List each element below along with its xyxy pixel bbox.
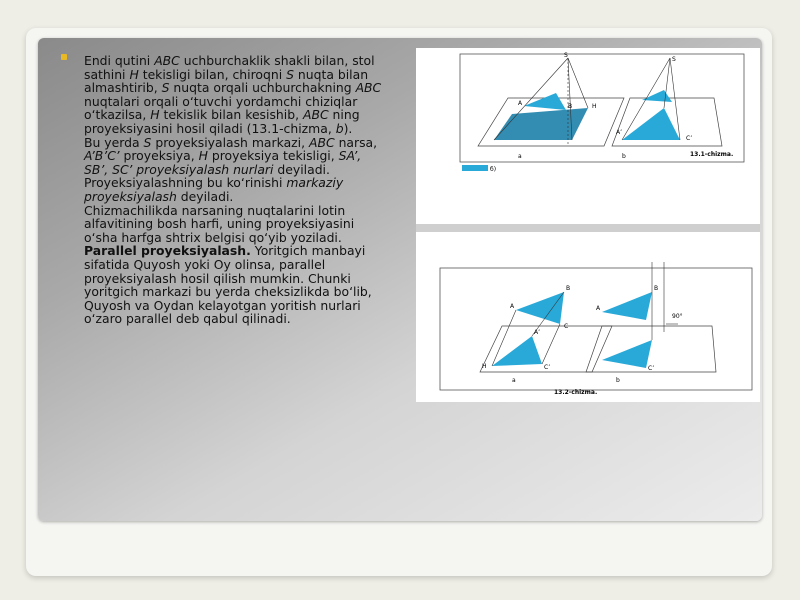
point-b-left-2: B xyxy=(566,285,571,292)
paragraph-3 xyxy=(84,204,384,245)
text-run: ABC xyxy=(302,107,329,123)
bullet-marker xyxy=(61,54,67,60)
text-run: deyiladi. Proyeksiyalashning bu ko‘rinishi xyxy=(84,161,330,191)
point-b-right-2: B xyxy=(654,285,659,292)
triangle-abc-right xyxy=(642,90,672,102)
text-run: S xyxy=(286,66,294,82)
point-s-left: S xyxy=(564,52,568,59)
text-run: proyeksiya, xyxy=(119,148,199,164)
text-run: uchburchaklik shakli bilan, stol sathini xyxy=(84,53,375,82)
point-a-left-2: A xyxy=(510,303,515,310)
ray-sb-left xyxy=(568,58,588,108)
point-c-left-2: C xyxy=(564,323,569,330)
triangle-abc-left xyxy=(524,93,566,110)
point-c1-right: C’ xyxy=(686,135,693,142)
text-run: S xyxy=(143,134,152,150)
paragraph-1 xyxy=(84,54,384,136)
figure-13-2 xyxy=(416,232,760,402)
figure-13-1 xyxy=(416,48,760,224)
projection-right-2 xyxy=(602,340,652,368)
point-h-left: H xyxy=(592,103,597,110)
paragraph-4 xyxy=(84,244,384,326)
fig1-sub-b: b xyxy=(622,153,626,160)
projection-right xyxy=(622,108,680,140)
point-a1-left-2: A’ xyxy=(534,329,541,336)
text-run: S xyxy=(161,80,170,96)
point-a-right-2: A xyxy=(596,305,601,312)
triangle-abc-right-2 xyxy=(602,292,652,320)
text-run: deyiladi. xyxy=(176,188,234,204)
point-c1-left-2: C’ xyxy=(544,364,551,371)
text-run: nuqta bilan almashtirib, xyxy=(84,66,369,96)
text-run: tekisligi bilan, chiroqni xyxy=(138,66,287,82)
point-a1-right: A’ xyxy=(616,129,623,136)
point-a-left: A xyxy=(518,100,523,107)
text-run: ABC xyxy=(308,134,335,150)
slide-body-text xyxy=(84,54,384,326)
triangle-abc-left-2 xyxy=(516,292,564,324)
text-run: proyeksiya tekisligi, xyxy=(207,148,339,164)
text-run: A’B’C’ xyxy=(84,148,120,164)
text-run: nuqta orqali uchburchakning xyxy=(169,80,356,96)
text-run: narsa, xyxy=(334,134,378,150)
fig1-sub-a: a xyxy=(518,153,522,160)
text-run: proyeksiyalash markazi, xyxy=(151,134,309,150)
text-run: Parallel proyeksiyalash. xyxy=(84,243,251,259)
ray-c-left-2 xyxy=(542,324,560,364)
text-run: Bu yerda xyxy=(84,134,144,150)
fig2-sub-a: a xyxy=(512,377,516,384)
text-run: ABC xyxy=(154,53,180,68)
fig1-caption: 13.1-chizma. xyxy=(690,151,734,158)
projection-left-2 xyxy=(492,336,542,366)
fig2-caption: 13.2-chizma. xyxy=(554,389,598,396)
text-run: H xyxy=(129,66,139,82)
text-run: Endi qutini xyxy=(84,53,155,68)
legend-swatch xyxy=(462,165,488,171)
text-run: Chizmachilikda narsaning nuqtalarini lotin alfavitining bosh harfi, uning proyeksiyasini o‘sha harfga shtrix belgisi qo‘yib yoziladi. xyxy=(84,202,355,245)
text-run: ABC xyxy=(355,80,382,96)
text-run: nuqtalari orqali o‘tuvchi yordamchi chiziqlar o‘tkazilsa, xyxy=(84,93,358,123)
text-run: SA’, SB’, SC’ proyeksiyalash nurlari xyxy=(84,148,362,177)
text-run: H xyxy=(150,107,160,123)
text-run: Yoritgich manbayi sifatida Quyosh yoki Oy olinsa, parallel proyeksiyalash hosil qilish mumkin. Chunki yoritgich markazi bu yerda cheksizlikda bo‘lib, Quyosh va Oydan kelayotgan yoritish nurlari o‘zaro parallel deb qabul qilinadi. xyxy=(84,243,372,327)
text-run: tekislik bilan kesishib, xyxy=(159,107,303,123)
text-run: b xyxy=(335,120,344,136)
text-run: ). xyxy=(343,120,353,136)
text-run: markaziy proyeksiyalash xyxy=(84,175,344,204)
angle-label: 90° xyxy=(672,313,683,320)
point-h-left-2: H xyxy=(482,363,487,370)
legend-label: б) xyxy=(490,166,497,173)
paragraph-2 xyxy=(84,136,384,204)
text-run: ning proyeksiyasini hosil qiladi (13.1-chizma, xyxy=(84,107,360,136)
point-c1-right-2: C’ xyxy=(648,365,655,372)
text-run: H xyxy=(198,148,208,164)
fig2-sub-b: b xyxy=(616,377,620,384)
point-b-left: B xyxy=(568,103,573,110)
figure-13-1-drawing xyxy=(416,48,760,224)
figure-divider xyxy=(416,224,760,232)
point-s-right: S xyxy=(672,56,676,63)
figure-13-2-drawing xyxy=(416,232,760,402)
